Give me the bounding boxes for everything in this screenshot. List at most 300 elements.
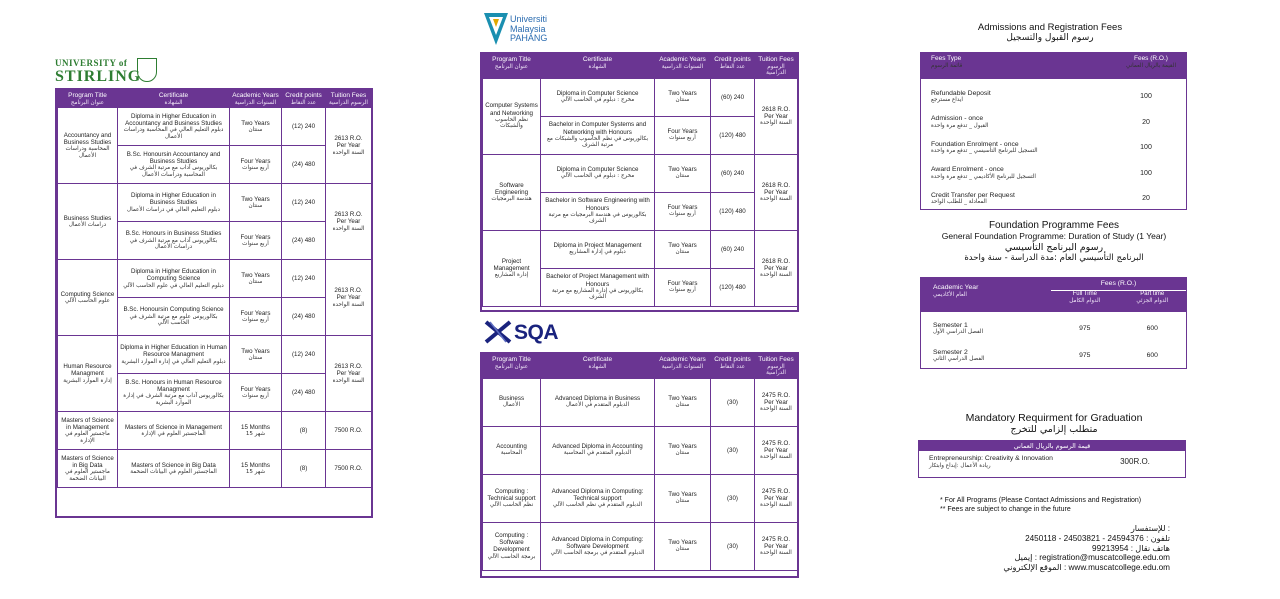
years-ar: أربع سنوات xyxy=(242,392,269,399)
tuition-fee-fee-ar: السنة الواحدة xyxy=(760,502,792,509)
program-title-ar: دراسات الأعمال xyxy=(68,221,107,228)
certificate-cell xyxy=(541,192,655,230)
stirling-header-0 xyxy=(58,91,118,108)
certificate: Diploma in Computer Science xyxy=(556,90,639,98)
program-title-cell xyxy=(483,378,541,426)
fee-type-ar: القبول _ تدفع مرة واحدة xyxy=(931,122,989,129)
fee-value: 100 xyxy=(1140,144,1152,151)
sqa-header-ar: السنوات الدراسية xyxy=(661,363,704,370)
program-title-cell xyxy=(58,108,118,184)
years-ar: سنتان xyxy=(248,278,263,285)
credits-cell xyxy=(282,260,326,298)
credits-cell xyxy=(282,336,326,374)
graduation-value: 300R.O. xyxy=(1120,457,1150,467)
foundation-head-fees: Fees (R.O.) xyxy=(1051,278,1186,291)
credits-cell xyxy=(711,78,755,116)
fee-type xyxy=(931,90,991,104)
ump-header-4 xyxy=(755,55,798,79)
tuition-fee-fee-ar: السنة الواحدة xyxy=(760,550,792,557)
certificate: B.Sc. Honoursin Computing Science xyxy=(123,306,224,314)
table-row xyxy=(58,184,372,222)
credits: (12) 240 xyxy=(291,350,316,358)
program-title: Accountancy and Business Studies xyxy=(63,131,112,146)
tuition-fee-cell xyxy=(326,260,372,336)
certificate-cell xyxy=(118,298,230,336)
sqa-header-4 xyxy=(755,355,798,379)
stirling-header-en: Academic Years xyxy=(232,92,279,99)
certificate-cert: Advanced Diploma in Computing: Technical support xyxy=(551,487,644,502)
program-title-title: Business xyxy=(498,395,525,403)
full-time-fee: 975 xyxy=(1079,325,1091,332)
certificate-cell xyxy=(118,108,230,146)
certificate: B.Sc. Honoursin Accountancy and Business Studies xyxy=(126,150,221,165)
years-years: Two Years xyxy=(668,491,697,499)
credits: (60) 240 xyxy=(720,169,745,177)
credits-cell xyxy=(711,154,755,192)
credits-cell xyxy=(711,116,755,154)
table-row xyxy=(483,426,798,474)
ump-fees-table xyxy=(480,52,799,312)
tuition-fee-cell xyxy=(755,78,798,154)
credits-cell xyxy=(282,450,326,488)
years-ar: سنتان xyxy=(675,97,690,104)
contact-website[interactable]: الموقع الإلكتروني : www.muscatcollege.edu.om xyxy=(1003,563,1170,573)
certificate-ar: بكالوريوس آداب مع مرتبة الشرف في المحاسبة ودراسات الأعمال xyxy=(129,165,218,178)
sqa-header-ar: عدد النقاط xyxy=(719,363,746,370)
tuition-fee-per: Per Year xyxy=(764,112,788,120)
list-item xyxy=(921,315,1186,342)
fee-value: 100 xyxy=(1140,169,1152,177)
list-item xyxy=(921,342,1186,369)
sqa-header-ar: الرسوم الدراسية xyxy=(766,363,786,377)
program-title-ar: إدارة الموارد البشرية xyxy=(63,377,112,384)
program-title-ar: ماجستير العلوم في الإدارة xyxy=(65,431,110,444)
foundation-title-ar: رسوم البرنامج التأسيسي xyxy=(1004,242,1104,253)
stirling-header-en: Program Title xyxy=(68,92,107,99)
years: Two Years xyxy=(668,166,697,174)
sqa-x-icon xyxy=(484,320,512,344)
table-row xyxy=(483,154,798,192)
ump-header-en: Program Title xyxy=(492,56,531,63)
program-title-cell xyxy=(58,260,118,336)
graduation-head-ar: قيمة الرسوم بالريال العماني xyxy=(919,441,1185,451)
certificate-ar: دبلوم التعليم العالي في دراسات الأعمال xyxy=(127,206,220,213)
certificate-cell xyxy=(541,474,655,522)
credits-cell xyxy=(282,184,326,222)
tuition-fee-cell xyxy=(755,522,798,570)
table-row xyxy=(58,108,372,146)
stirling-header-2 xyxy=(230,91,282,108)
years-years: Two Years xyxy=(668,539,697,547)
years: Two Years xyxy=(241,347,270,355)
stirling-header-en: Credit points xyxy=(285,92,322,99)
credits: (12) 240 xyxy=(291,198,316,206)
fee-type-en: Admission - once xyxy=(931,115,984,123)
tuition-fee-per: Per Year xyxy=(764,264,788,272)
certificate-cell xyxy=(118,374,230,412)
tuition-fee-cell xyxy=(326,412,372,450)
sqa-header-en: Program Title xyxy=(492,356,531,363)
years-cell xyxy=(230,184,282,222)
contact-email[interactable]: إيميل : registration@muscatcollege.edu.om xyxy=(1014,553,1170,563)
contact-mobile: هاتف نقال : 99213954 xyxy=(1092,543,1170,553)
certificate-cert: Advanced Diploma in Accounting xyxy=(552,443,643,451)
tuition-fee-ar: السنة الواحدة xyxy=(760,120,792,127)
admissions-head-right: Fees (R.O.) xyxy=(1133,55,1168,62)
program-title-cell xyxy=(58,412,118,450)
certificate: Bachelor of Project Management with Honours xyxy=(546,273,649,288)
part-time-fee: 600 xyxy=(1146,325,1158,332)
semester xyxy=(921,349,1051,363)
years-years: Two Years xyxy=(668,443,697,451)
fee-type-ar: التسجيل للبرنامج التأسيسي _ تدفع مرة واحدة xyxy=(931,148,1038,155)
certificate-cert-ar: الدبلوم المتقدم في الأعمال xyxy=(565,402,630,409)
certificate-ar: بكالوريوس في نظم الحاسوب والشبكات مع مرتبة الشرف xyxy=(546,135,649,149)
credits-cell xyxy=(282,146,326,184)
stirling-logo xyxy=(55,58,165,86)
sqa-header-en: Tuition Fees xyxy=(758,356,794,363)
certificate-cell xyxy=(541,378,655,426)
tuition-fee-ar: السنة الواحدة xyxy=(332,149,365,156)
tuition-fee: 2618 R.O. xyxy=(761,181,791,189)
ump-header-en: Certificate xyxy=(582,56,613,63)
tuition-fee: 2618 R.O. xyxy=(761,105,791,113)
tuition-fee-per: Per Year xyxy=(336,294,361,302)
admissions-fees-table xyxy=(920,52,1187,210)
admissions-title-ar: رسوم القبول والتسجيل xyxy=(1006,33,1094,43)
program-title: Human Resource Managment xyxy=(63,363,112,378)
years-cell xyxy=(230,374,282,412)
program-title: Software Engineering xyxy=(494,181,529,196)
note-1: * For All Programs (Please Contact Admissions and Registration) xyxy=(940,497,1142,504)
program-title-cell xyxy=(483,78,541,154)
program-title-title: Accounting xyxy=(496,443,527,451)
tuition-fee-cell xyxy=(755,474,798,522)
years-ar: 15 شهر xyxy=(245,468,266,475)
graduation-title-en: Mandatory Requirment for Graduation xyxy=(965,412,1143,424)
foundation-title-en: Foundation Programme Fees xyxy=(988,220,1120,231)
ump-header-ar: عنوان البرنامج xyxy=(494,63,529,70)
program-title-ar: هندسة البرمجيات xyxy=(491,196,532,203)
stirling-header-1 xyxy=(118,91,230,108)
credits-credits: (30) xyxy=(726,542,738,550)
foundation-full-time-ar: الدوام الكامل xyxy=(1069,297,1101,304)
certificate: Diploma in Higher Education in Business Studies xyxy=(131,192,216,207)
ump-logo-line3: PAHANG xyxy=(510,33,548,43)
years: Four Years xyxy=(667,280,698,288)
program-title-cell xyxy=(483,154,541,230)
notes xyxy=(940,497,1180,514)
years-cell xyxy=(655,474,711,522)
program-title: Project Management xyxy=(493,257,530,272)
years: Two Years xyxy=(241,119,270,127)
certificate-ar: الماجستير العلوم في الإدارة xyxy=(141,430,206,437)
tuition-fee-cell xyxy=(755,230,798,306)
credits-cell xyxy=(711,426,755,474)
fee-value: 100 xyxy=(1140,93,1152,100)
years-ar: سنتان xyxy=(248,354,263,361)
sqa-logo-text: SQA xyxy=(514,321,559,344)
ump-header-2 xyxy=(655,55,711,79)
tuition-fee: 2618 R.O. xyxy=(761,257,791,265)
years-cell xyxy=(655,192,711,230)
credits: (12) 240 xyxy=(291,122,316,130)
certificate-cell xyxy=(541,78,655,116)
semester-ar: الفصل الدراسي الأول xyxy=(933,328,984,335)
tuition-fee-cell xyxy=(326,108,372,184)
fee-type xyxy=(931,166,1036,180)
foundation-head-year-ar: العام الأكاديمي xyxy=(933,291,967,298)
fee-type-ar: المعادلة _ للطلب الواحد xyxy=(931,199,987,206)
tuition-fee: 2613 R.O. xyxy=(334,287,363,295)
credits-cell xyxy=(711,522,755,570)
credits: (8) xyxy=(299,464,308,472)
graduation-title xyxy=(920,413,1188,435)
list-item xyxy=(921,84,1186,110)
tuition-fee-fee-ar: السنة الواحدة xyxy=(760,454,792,461)
years-ar: أربع سنوات xyxy=(669,135,696,142)
tuition-fee-cell xyxy=(755,378,798,426)
ump-header-ar: السنوات الدراسية xyxy=(661,63,704,70)
tuition-fee-cell xyxy=(326,450,372,488)
years: Two Years xyxy=(668,90,697,98)
ump-header-en: Credit points xyxy=(714,56,751,63)
years-ar: أربع سنوات xyxy=(669,211,696,218)
ump-logo-icon xyxy=(484,13,508,45)
sqa-header-2 xyxy=(655,355,711,379)
certificate-cell xyxy=(541,230,655,268)
table-row xyxy=(58,450,372,488)
credits: (60) 240 xyxy=(720,93,745,101)
fee-value: 20 xyxy=(1142,118,1150,126)
foundation-title xyxy=(920,220,1188,264)
ump-header-3 xyxy=(711,55,755,79)
credits: (12) 240 xyxy=(291,274,316,282)
semester-en: Semester 2 xyxy=(933,348,968,356)
certificate: Bachelor in Software Engineering with Honours xyxy=(545,197,650,212)
years-ar: سنتان xyxy=(248,202,263,209)
tuition-fee-fee-per: Per Year xyxy=(764,494,788,502)
graduation-fees-table xyxy=(918,440,1186,478)
tuition-fee-per: Per Year xyxy=(336,370,361,378)
years-years-ar: سنتان xyxy=(675,498,690,505)
contact-label: للإستفسار : xyxy=(1130,524,1170,533)
sqa-header-ar: الشهادة xyxy=(588,363,607,370)
program-title: Computing Science xyxy=(60,290,115,298)
years-cell xyxy=(230,336,282,374)
program-title: Business Studies xyxy=(63,214,112,222)
program-title-ar: ماجستير العلوم في البيانات الضخمة xyxy=(65,469,110,482)
certificate-cell xyxy=(118,222,230,260)
stirling-header-ar: الرسوم الدراسية xyxy=(329,99,368,106)
tuition-fee-ar: السنة الواحدة xyxy=(332,301,365,308)
years-cell xyxy=(655,522,711,570)
years: 15 Months xyxy=(241,461,270,469)
years: 15 Months xyxy=(241,423,270,431)
years-cell xyxy=(655,268,711,306)
tuition-fee-fee: 2475 R.O. xyxy=(761,391,791,399)
tuition-fee-fee-per: Per Year xyxy=(764,446,788,454)
years-cell xyxy=(230,260,282,298)
list-item xyxy=(921,135,1186,161)
credits-cell xyxy=(282,374,326,412)
certificate: Bachelor in Computer Systems and Networking with Honours xyxy=(548,121,647,136)
table-row xyxy=(58,412,372,450)
credits: (60) 240 xyxy=(720,245,745,253)
program-title-cell xyxy=(58,184,118,260)
stirling-logo-big: STIRLING xyxy=(55,68,142,85)
years-cell xyxy=(230,222,282,260)
stirling-header-3 xyxy=(282,91,326,108)
tuition-fee-fee-ar: السنة الواحدة xyxy=(760,406,792,413)
credits: (8) xyxy=(299,426,308,434)
stirling-header-en: Tuition Fees xyxy=(330,92,367,99)
certificate-ar: بكالوريوس في إدارة المشاريع مع مرتبة الشرف xyxy=(551,287,644,301)
graduation-item-ar: ريادة الأعمال :إبداع وابتكار xyxy=(929,462,991,469)
years-cell xyxy=(230,146,282,184)
years-years-ar: سنتان xyxy=(675,450,690,457)
tuition-fee-ar: السنة الواحدة xyxy=(332,377,365,384)
program-title-title-ar: الأعمال xyxy=(502,402,521,409)
credits-cell xyxy=(711,230,755,268)
certificate-ar: بكالوريوس علوم مع مرتبة الشرف في الحاسب الآلي xyxy=(129,313,218,327)
credits-cell xyxy=(711,268,755,306)
credits: (24) 480 xyxy=(291,160,316,168)
tuition-fee-fee-per: Per Year xyxy=(764,542,788,550)
credits-cell xyxy=(282,412,326,450)
contact-info xyxy=(990,524,1170,573)
tuition-fee: 2613 R.O. xyxy=(334,135,363,143)
sqa-header-1 xyxy=(541,355,655,379)
tuition-fee-cell xyxy=(755,426,798,474)
program-title-title-ar: برمجة الحاسب الآلي xyxy=(487,553,536,560)
ump-header-ar: الرسوم الدراسية xyxy=(766,63,786,77)
ump-logo-line1: Universiti xyxy=(510,14,548,24)
years-ar: سنتان xyxy=(675,173,690,180)
semester xyxy=(921,322,1051,336)
years-cell xyxy=(655,426,711,474)
table-row xyxy=(58,260,372,298)
tuition-fee-fee: 2475 R.O. xyxy=(761,535,791,543)
certificate-ar: دبلوم التعليم العالي في علوم الحاسب الآلي xyxy=(123,282,224,289)
years: Four Years xyxy=(667,204,698,212)
graduation-item: Entrepreneurship: Creativity & Innovation xyxy=(929,455,1053,462)
program-title: Masters of Science in Management xyxy=(61,416,114,431)
certificate-cell xyxy=(541,426,655,474)
certificate-cell xyxy=(118,146,230,184)
credits-cell xyxy=(282,108,326,146)
years-ar: أربع سنوات xyxy=(669,287,696,294)
fee-type xyxy=(931,115,988,129)
credits: (24) 480 xyxy=(291,236,316,244)
program-title-title-ar: المحاسبة xyxy=(500,450,523,457)
certificate-ar: بكالوريوس آداب مع مرتبة الشرف في إدارة الموارد البشرية xyxy=(123,393,224,406)
program-title-title: Computing : Software Development xyxy=(493,532,530,554)
table-row xyxy=(483,78,798,116)
program-title-ar: المحاسبة ودراسات الأعمال xyxy=(65,146,110,159)
tuition-fee-cell xyxy=(326,184,372,260)
certificate-ar: بكالوريوس في هندسة البرمجيات مع مرتبة الشرف xyxy=(548,211,647,225)
tuition-fee-cell xyxy=(326,336,372,412)
fee-type-en: Refundable Deposit xyxy=(931,89,991,97)
certificate-cell xyxy=(118,450,230,488)
fee-type xyxy=(931,141,1038,155)
foundation-subtitle-ar: البرنامج التأسيسي العام :مدة الدراسة - سنة واحدة xyxy=(964,253,1144,263)
credits-credits: (30) xyxy=(726,398,738,406)
certificate: B.Sc. Honours in Business Studies xyxy=(125,230,222,238)
foundation-part-time-ar: الدوام الجزئي xyxy=(1136,297,1169,304)
certificate: Masters of Science in Big Data xyxy=(131,461,216,469)
ump-header-1 xyxy=(541,55,655,79)
certificate-ar: الماجستير العلوم في البيانات الضخمة xyxy=(130,468,217,475)
years-ar: سنتان xyxy=(675,249,690,256)
certificate-ar: دبلوم التعليم العالي في المحاسبة ودراسات الأعمال xyxy=(123,127,224,140)
sqa-header-en: Credit points xyxy=(714,356,751,363)
program-title: Masters of Science in Big Data xyxy=(61,454,114,469)
tuition-fee-fee: 2475 R.O. xyxy=(761,487,791,495)
tuition-fee-per: Per Year xyxy=(336,142,361,150)
table-row xyxy=(483,230,798,268)
credits: (120) 480 xyxy=(719,207,746,215)
years-cell xyxy=(230,298,282,336)
program-title-cell xyxy=(483,230,541,306)
stirling-header-ar: عنوان البرنامج xyxy=(70,99,105,106)
part-time-fee: 600 xyxy=(1146,352,1158,359)
credits-cell xyxy=(711,192,755,230)
certificate-cert: Advanced Diploma in Business xyxy=(554,395,641,403)
admissions-title xyxy=(920,22,1180,44)
years: Four Years xyxy=(240,309,271,317)
years-ar: أربع سنوات xyxy=(242,164,269,171)
program-title-ar: إدارة المشاريع xyxy=(494,272,529,279)
certificate-cell xyxy=(541,116,655,154)
years-cell xyxy=(655,154,711,192)
credits-cell xyxy=(711,474,755,522)
tuition-fee-ar: السنة الواحدة xyxy=(760,272,792,279)
certificate-ar: بكالوريوس آداب مع مرتبة الشرف في دراسات الأعمال xyxy=(129,237,218,251)
certificate: Diploma in Higher Education in Accountancy and Business Studies xyxy=(125,112,222,127)
years-ar: 15 شهر xyxy=(245,430,266,437)
credits: (24) 480 xyxy=(291,312,316,320)
years-ar: سنتان xyxy=(248,126,263,133)
fee-value: 20 xyxy=(1142,195,1150,202)
program-title-cell xyxy=(483,522,541,570)
fee-type-ar: ايداع مسترجع xyxy=(931,97,963,104)
years: Four Years xyxy=(240,157,271,165)
admissions-fees-header xyxy=(921,53,1186,79)
credits-cell xyxy=(711,378,755,426)
program-title: Computer Systems and Networking xyxy=(485,102,538,117)
years: Two Years xyxy=(241,271,270,279)
admissions-title-en: Admissions and Registration Fees xyxy=(977,22,1123,33)
tuition-fee-ar: السنة الواحدة xyxy=(332,225,365,232)
admissions-head-left-ar: قائمة الرسوم xyxy=(931,62,963,69)
fee-type xyxy=(931,192,1015,206)
admissions-head-right-ar: القيمة بالريال العماني xyxy=(1125,62,1176,69)
certificate-cert-ar: الدبلوم المتقدم في برمجة الحاسب الآلي xyxy=(550,550,645,557)
certificate-cell xyxy=(541,522,655,570)
tuition-fee-fee: 2475 R.O. xyxy=(761,439,791,447)
tuition-fee: 7500 R.O. xyxy=(334,426,363,434)
certificate-cert-ar: الدبلوم المتقدم في المحاسبة xyxy=(563,450,632,457)
semester-en: Semester 1 xyxy=(933,321,968,329)
sqa-logo xyxy=(484,320,574,346)
years-ar: أربع سنوات xyxy=(242,240,269,247)
ump-header-0 xyxy=(483,55,541,79)
credits-cell xyxy=(282,298,326,336)
years: Four Years xyxy=(240,233,271,241)
years-cell xyxy=(655,230,711,268)
